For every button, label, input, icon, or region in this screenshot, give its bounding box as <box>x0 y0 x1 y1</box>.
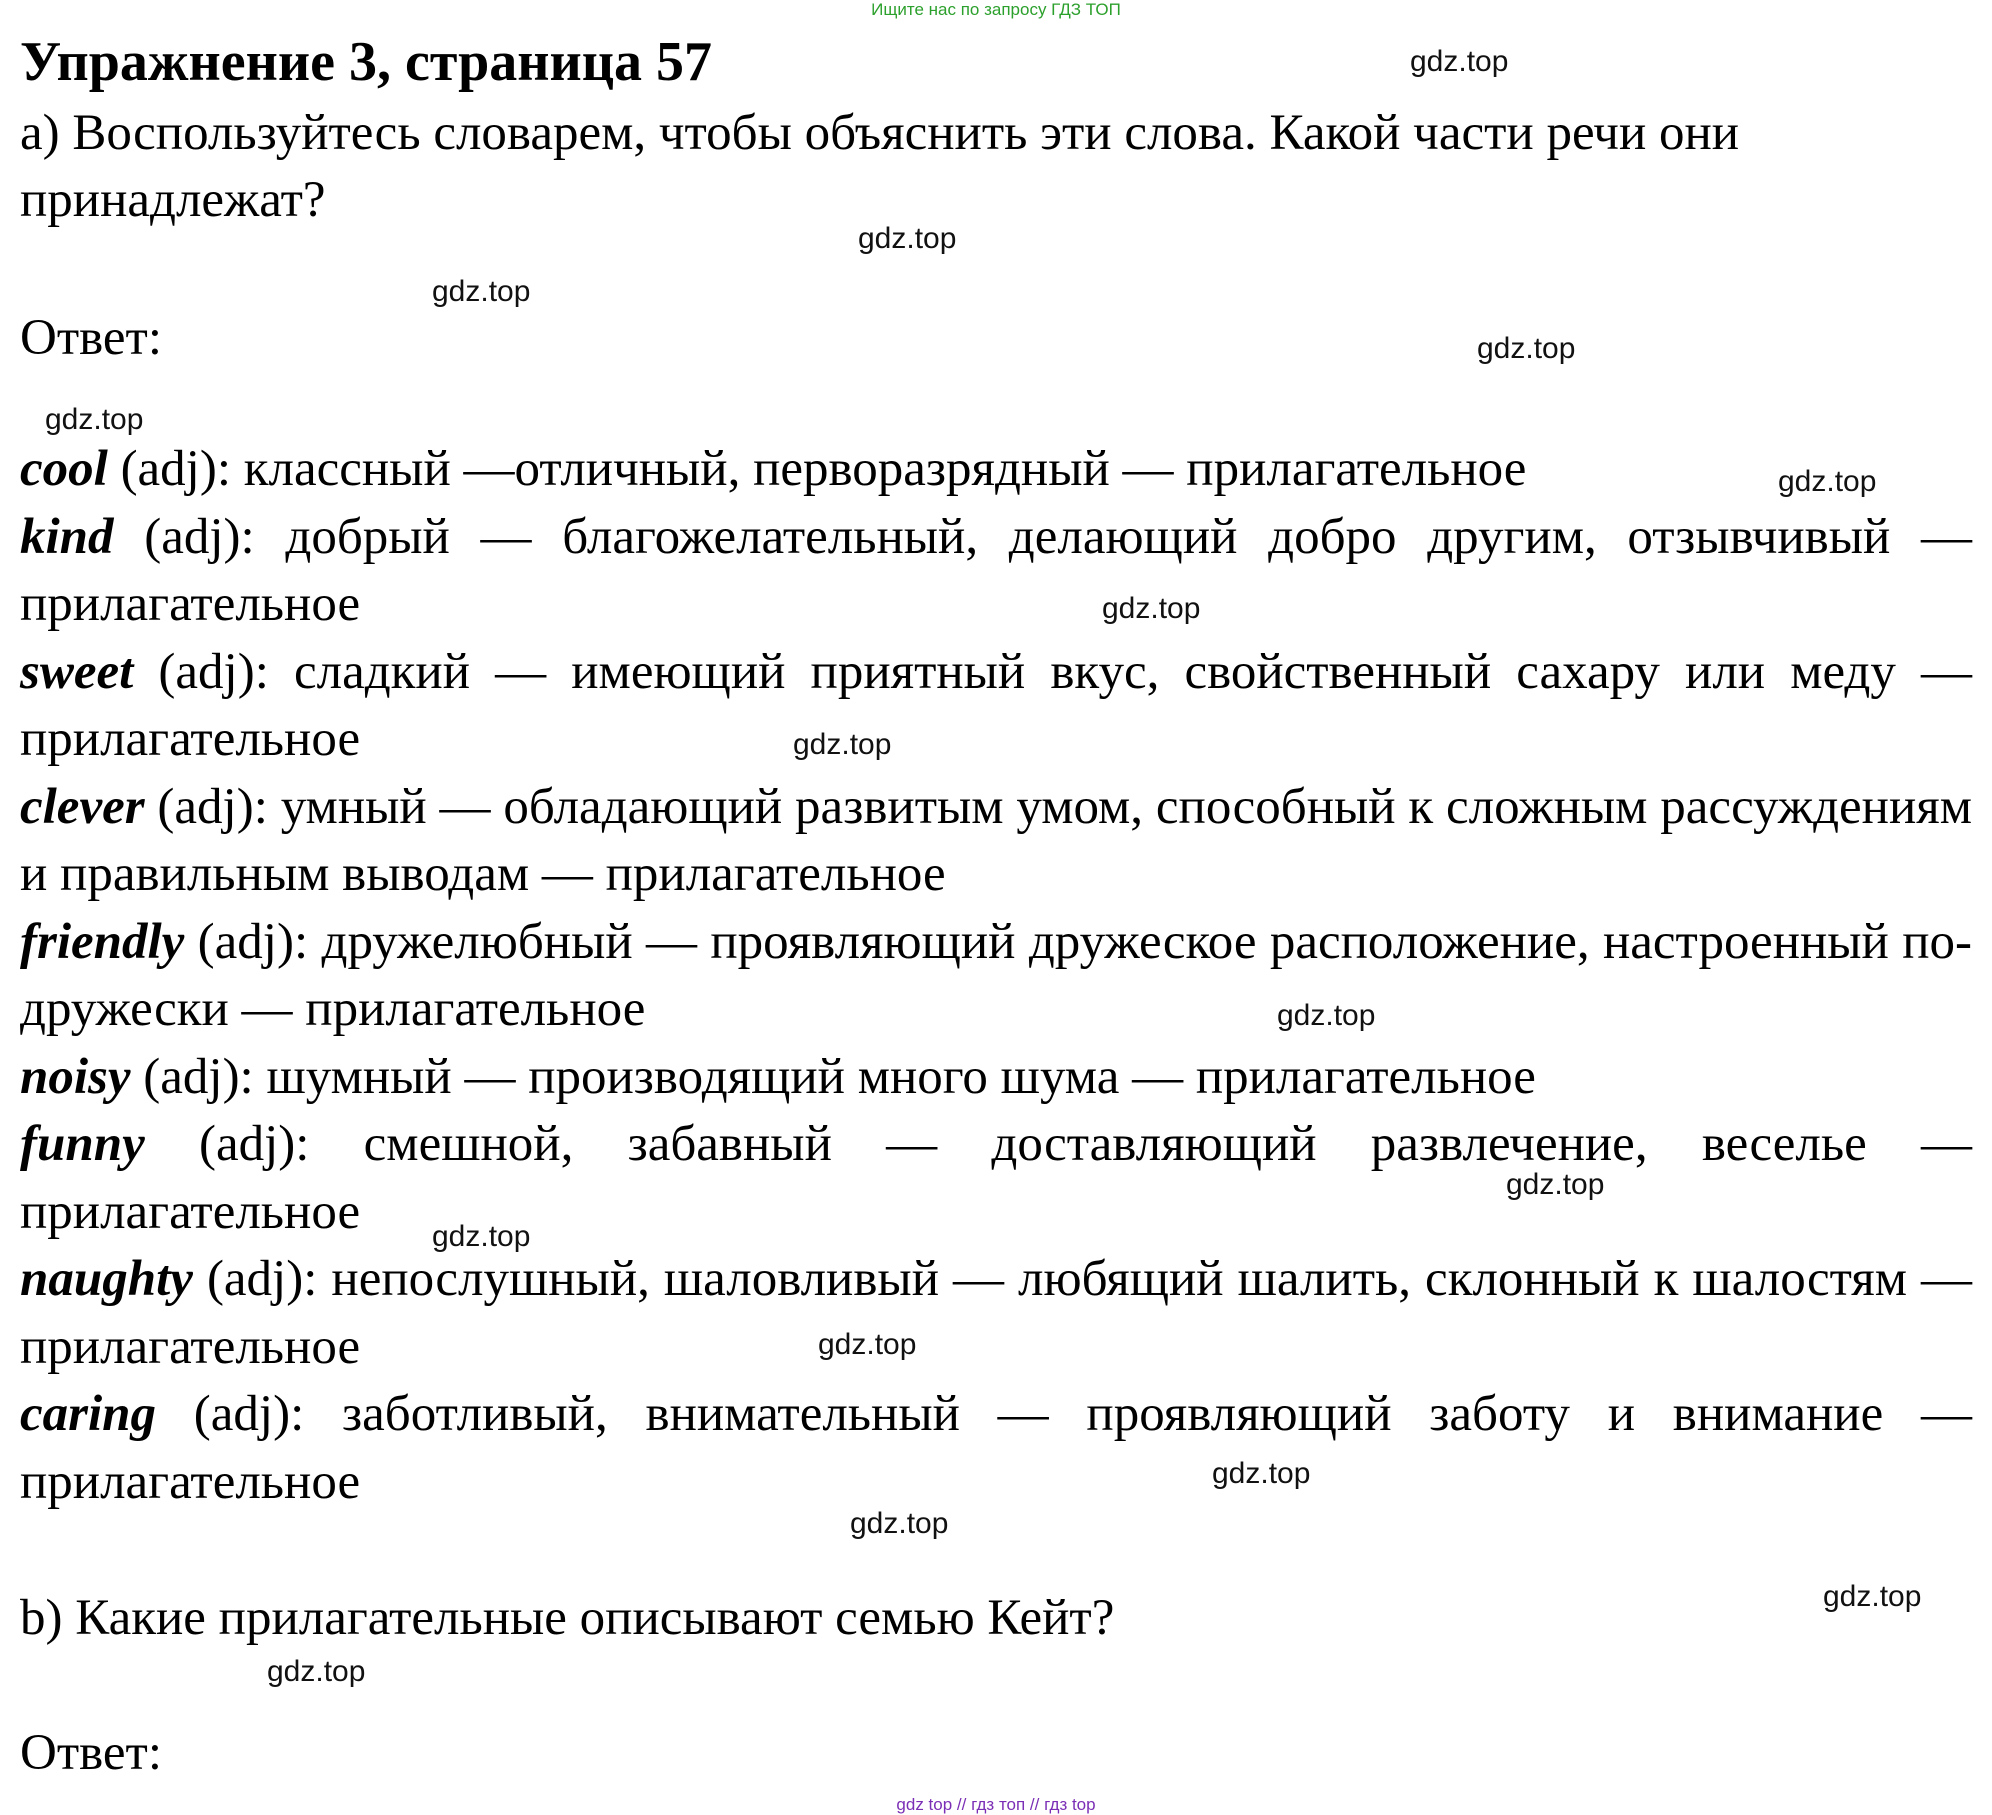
entry-definition: (adj): классный —отличный, перворазрядный — прилагательное <box>107 441 1527 497</box>
answer-label-b: Ответ: <box>20 1725 162 1781</box>
entry-sweet <box>20 639 1972 774</box>
watermark: gdz.top <box>45 403 144 436</box>
watermark: gdz.top <box>432 1220 531 1253</box>
entry-definition: (adj): умный — обладающий развитым умом, способный к сложным рассуждениям и правильным выводам — прилагательное <box>20 778 1972 902</box>
watermark: gdz.top <box>267 1655 366 1688</box>
definitions-list <box>20 436 1972 1516</box>
entry-word: sweet <box>20 643 134 700</box>
page-title: Упражнение 3, страница 57 <box>20 31 713 93</box>
watermark: gdz.top <box>1477 332 1576 365</box>
watermark: gdz.top <box>1410 45 1509 78</box>
entry-definition: (adj): смешной, забавный — доставляющий развлечение, веселье — прилагательное <box>20 1116 1972 1240</box>
entry-word: noisy <box>20 1048 131 1105</box>
entry-definition: (adj): заботливый, внимательный — проявляющий заботу и внимание — прилагательное <box>20 1386 1972 1510</box>
watermark: gdz.top <box>1823 1580 1922 1613</box>
entry-definition: (adj): сладкий — имеющий приятный вкус, свойственный сахару или меду — прилагательное <box>20 643 1972 767</box>
entry-word: caring <box>20 1386 157 1442</box>
entry-clever <box>20 774 1972 909</box>
watermark: gdz.top <box>1102 592 1201 625</box>
watermark: gdz.top <box>850 1507 949 1540</box>
entry-caring <box>20 1381 1972 1516</box>
watermark: gdz.top <box>432 275 531 308</box>
entry-friendly <box>20 909 1972 1044</box>
entry-word: friendly <box>20 913 185 970</box>
entry-word: funny <box>20 1116 145 1172</box>
entry-word: clever <box>20 778 145 835</box>
top-banner: Ищите нас по запросу ГДЗ ТОП <box>871 0 1121 19</box>
entry-word: cool <box>20 441 108 497</box>
answer-label-a: Ответ: <box>20 310 162 366</box>
entry-noisy <box>20 1044 1972 1112</box>
entry-funny <box>20 1111 1972 1246</box>
entry-naughty <box>20 1246 1972 1381</box>
footer-links: gdz top // гдз топ // гдз top <box>896 1795 1096 1814</box>
entry-definition: (adj): дружелюбный — проявляющий дружеское расположение, настроенный по-дружески — прилагательное <box>20 913 1972 1037</box>
entry-word: kind <box>20 508 114 565</box>
watermark: gdz.top <box>1212 1457 1311 1490</box>
watermark: gdz.top <box>818 1328 917 1361</box>
watermark: gdz.top <box>858 222 957 255</box>
entry-word: naughty <box>20 1251 193 1307</box>
entry-definition: (adj): шумный — производящий много шума — прилагательное <box>130 1048 1536 1105</box>
entry-definition: (adj): непослушный, шаловливый — любящий шалить, склонный к шалостям — прилагательное <box>20 1251 1972 1375</box>
entry-cool <box>20 436 1972 504</box>
watermark: gdz.top <box>1778 465 1877 498</box>
entry-definition: (adj): добрый — благожелательный, делающий добро другим, отзывчивый — прилагательное <box>20 508 1972 632</box>
watermark: gdz.top <box>793 728 892 761</box>
task-a-text: a) Воспользуйтесь словарем, чтобы объяснить эти слова. Какой части речи они принадлежат? <box>20 105 1740 228</box>
watermark: gdz.top <box>1277 999 1376 1032</box>
task-b-text: b) Какие прилагательные описывают семью Кейт? <box>20 1590 1115 1646</box>
entry-kind <box>20 504 1972 639</box>
watermark: gdz.top <box>1506 1168 1605 1201</box>
